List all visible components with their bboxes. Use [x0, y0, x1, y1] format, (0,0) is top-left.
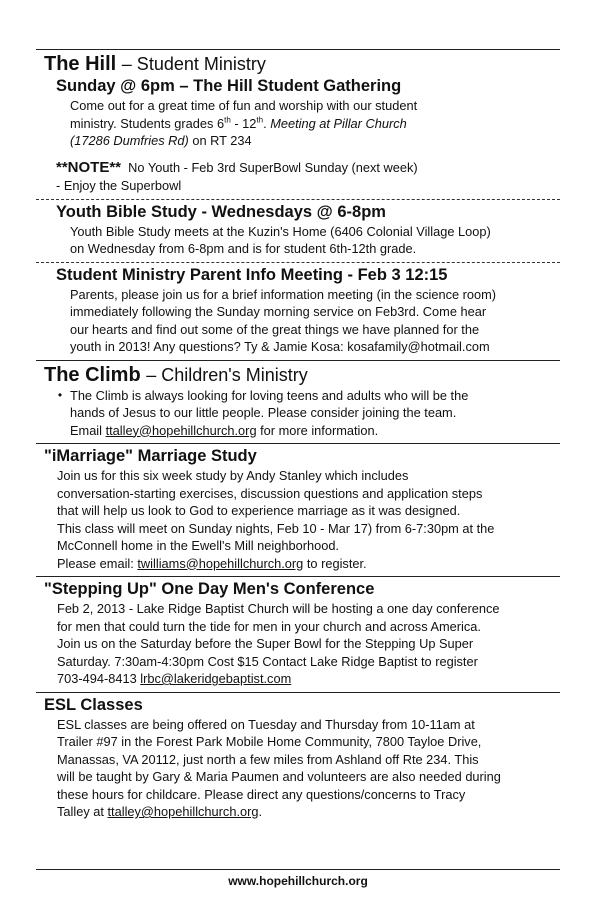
- climb-section: [36, 361, 560, 444]
- footer-url: www.hopehillchurch.org: [228, 874, 368, 888]
- stepping-up-text: Feb 2, 2013 - Lake Ridge Baptist Church will be hosting a one day conference for men that could turn the tide for men in your church and across America. Join us on the Saturday before the Super Bowl for the Stepping Up Super Saturday. 7:30am-4:30pm Cost $15 Contact Lake Ridge Baptist to register 703-494-8413 lrbc@lakeridgebaptist.com: [57, 601, 500, 686]
- esl-heading: ESL Classes: [44, 695, 143, 714]
- imarriage-text: Join us for this six week study by Andy Stanley which includes conversation-starting exercises, discussion questions and application steps that will help us look to God to experience marriage as it was designed. This class will meet on Sunday nights, Feb 10 - Mar 17) from 6-7:30pm at the McConnell home in the Ewell's Mill neighborhood. Please email: twilliams@hopehillchurch.org to register.: [57, 468, 495, 571]
- imarriage-section: [36, 444, 560, 576]
- hill-gathering-text: Come out for a great time of fun and worship with our student ministry. Students grades 6th - 12th. Meeting at Pillar Church (17286 Dumfries Rd) on RT 234: [70, 98, 418, 148]
- youth-bible-heading: Youth Bible Study - Wednesdays @ 6-8pm: [56, 202, 386, 221]
- parent-meeting-section: [36, 263, 560, 360]
- youth-bible-text: Youth Bible Study meets at the Kuzin's Home (6406 Colonial Village Loop) on Wednesday from 6-8pm and is for student 6th-12th grade.: [70, 223, 491, 256]
- hill-note: **NOTE** No Youth - Feb 3rd SuperBowl Sunday (next week): [56, 158, 418, 176]
- parent-meeting-text: Parents, please join us for a brief information meeting (in the science room) immediately following the Sunday morning service on Feb3rd. Come hear our hearts and find out some of the great things we have planned for the youth in 2013! Any questions? Ty & Jamie Kosa: kosafamily@hotmail.com: [70, 286, 497, 354]
- stepping-up-section: [36, 577, 560, 692]
- esl-email-link[interactable]: ttalley@hopehillchurch.org: [107, 804, 259, 819]
- imarriage-email-link[interactable]: twilliams@hopehillchurch.org: [137, 555, 304, 571]
- esl-text: ESL classes are being offered on Tuesday and Thursday from 10-11am at Trailer #97 in the Forest Park Mobile Home Community, 7800 Tayloe Drive, Manassas, VA 20112, just north a few miles from Ashland off Rte 234. This will be taught by Gary & Maria Paumen and volunteers are also needed during these hours for childcare. Please direct any questions/concerns to Tracy Talley at ttalley@hopehillchurch.org.: [57, 716, 501, 819]
- hill-note-line2: - Enjoy the Superbowl: [56, 177, 182, 193]
- parent-meeting-heading: Student Ministry Parent Info Meeting - Feb 3 12:15: [56, 265, 448, 284]
- bullet-icon: •: [57, 387, 63, 402]
- footer-divider: [36, 869, 560, 870]
- imarriage-heading: "iMarriage" Marriage Study: [44, 447, 257, 465]
- hill-section: [36, 50, 560, 199]
- hill-title: The Hill – Student Ministry: [44, 53, 266, 75]
- stepping-up-heading: "Stepping Up" One Day Men's Conference: [44, 580, 375, 598]
- bulletin-page: [36, 49, 560, 825]
- stepping-up-email-link[interactable]: lrbc@lakeridgebaptist.com: [140, 671, 292, 686]
- esl-section: [36, 693, 560, 825]
- climb-title: The Climb – Children's Ministry: [44, 363, 308, 386]
- hill-gathering-heading: Sunday @ 6pm – The Hill Student Gathering: [56, 77, 402, 95]
- climb-email-link[interactable]: ttalley@hopehillchurch.org: [105, 422, 257, 438]
- climb-bullet-item: • The Climb is always looking for loving teens and adults who will be the hands of Jesus to our little people. Please consider joining the team. Email ttalley@hopehillchurch.org for more information.: [50, 387, 560, 440]
- youth-bible-section: [36, 200, 560, 262]
